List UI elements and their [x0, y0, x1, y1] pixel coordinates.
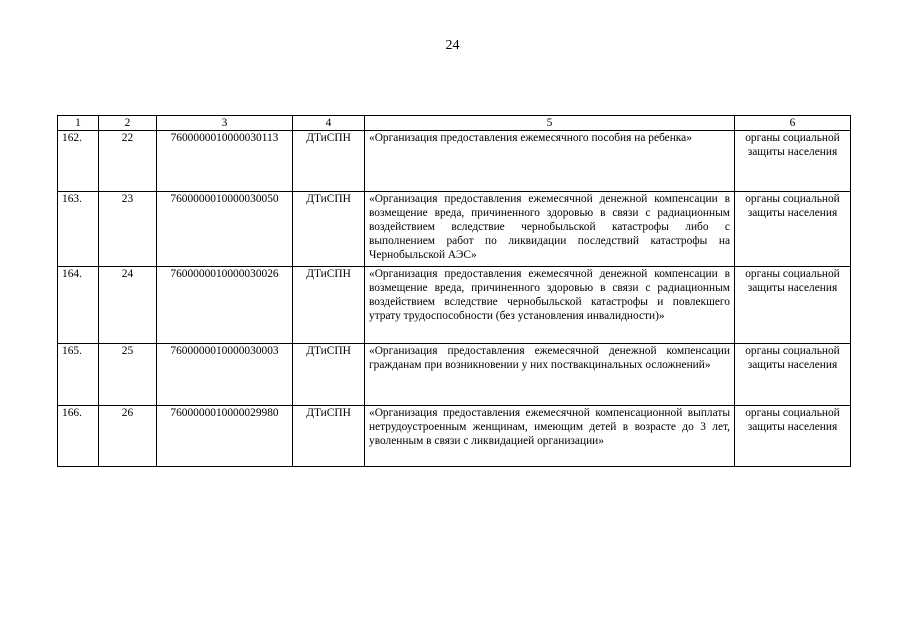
row-code: 7600000010000030026	[157, 267, 293, 344]
row-body: органы социальной защиты населения	[735, 192, 851, 267]
row-service: «Организация предоставления ежемесячного пособия на ребенка»	[365, 131, 735, 192]
row-body: органы социальной защиты населения	[735, 267, 851, 344]
row-seq: 25	[99, 344, 157, 406]
row-seq: 22	[99, 131, 157, 192]
header-cell-5: 5	[365, 116, 735, 131]
table-row	[58, 406, 851, 467]
row-number: 162.	[58, 131, 99, 192]
row-seq: 23	[99, 192, 157, 267]
row-service: «Организация предоставления ежемесячной денежной компенсации в возмещение вреда, причиненного здоровью в связи с радиационным воздействием вследствие чернобыльской катастрофы либо с выполнением работ по ликвидации последствий катастрофы на Чернобыльской АЭС»	[365, 192, 735, 267]
row-code: 7600000010000030003	[157, 344, 293, 406]
table-row	[58, 344, 851, 406]
header-cell-4: 4	[293, 116, 365, 131]
row-service: «Организация предоставления ежемесячной денежной компенсации гражданам при возникновении у них поствакцинальных осложнений»	[365, 344, 735, 406]
header-cell-3: 3	[157, 116, 293, 131]
page-number: 24	[445, 38, 460, 53]
row-body: органы социальной защиты населения	[735, 344, 851, 406]
row-dept: ДТиСПН	[293, 406, 365, 467]
row-code: 7600000010000030113	[157, 131, 293, 192]
table-row	[58, 131, 851, 192]
row-number: 164.	[58, 267, 99, 344]
services-table	[57, 115, 851, 467]
header-cell-2: 2	[99, 116, 157, 131]
row-seq: 24	[99, 267, 157, 344]
table-row	[58, 192, 851, 267]
row-body: органы социальной защиты населения	[735, 406, 851, 467]
row-dept: ДТиСПН	[293, 267, 365, 344]
row-body: органы социальной защиты населения	[735, 131, 851, 192]
row-seq: 26	[99, 406, 157, 467]
row-dept: ДТиСПН	[293, 192, 365, 267]
row-number: 165.	[58, 344, 99, 406]
row-service: «Организация предоставления ежемесячной денежной компенсации в возмещение вреда, причиненного здоровью в связи с радиационным воздействием вследствие чернобыльской катастрофы и повлекшего утрату трудоспособности (без установления инвалидности)»	[365, 267, 735, 344]
table-header-row	[58, 116, 851, 131]
row-dept: ДТиСПН	[293, 131, 365, 192]
row-number: 163.	[58, 192, 99, 267]
row-service: «Организация предоставления ежемесячной компенсационной выплаты нетрудоустроенным женщинам, имеющим детей в возрасте до 3 лет, уволенным в связи с ликвидацией организации»	[365, 406, 735, 467]
table-row	[58, 267, 851, 344]
row-code: 7600000010000030050	[157, 192, 293, 267]
header-cell-1: 1	[58, 116, 99, 131]
row-code: 7600000010000029980	[157, 406, 293, 467]
header-cell-6: 6	[735, 116, 851, 131]
row-number: 166.	[58, 406, 99, 467]
row-dept: ДТиСПН	[293, 344, 365, 406]
